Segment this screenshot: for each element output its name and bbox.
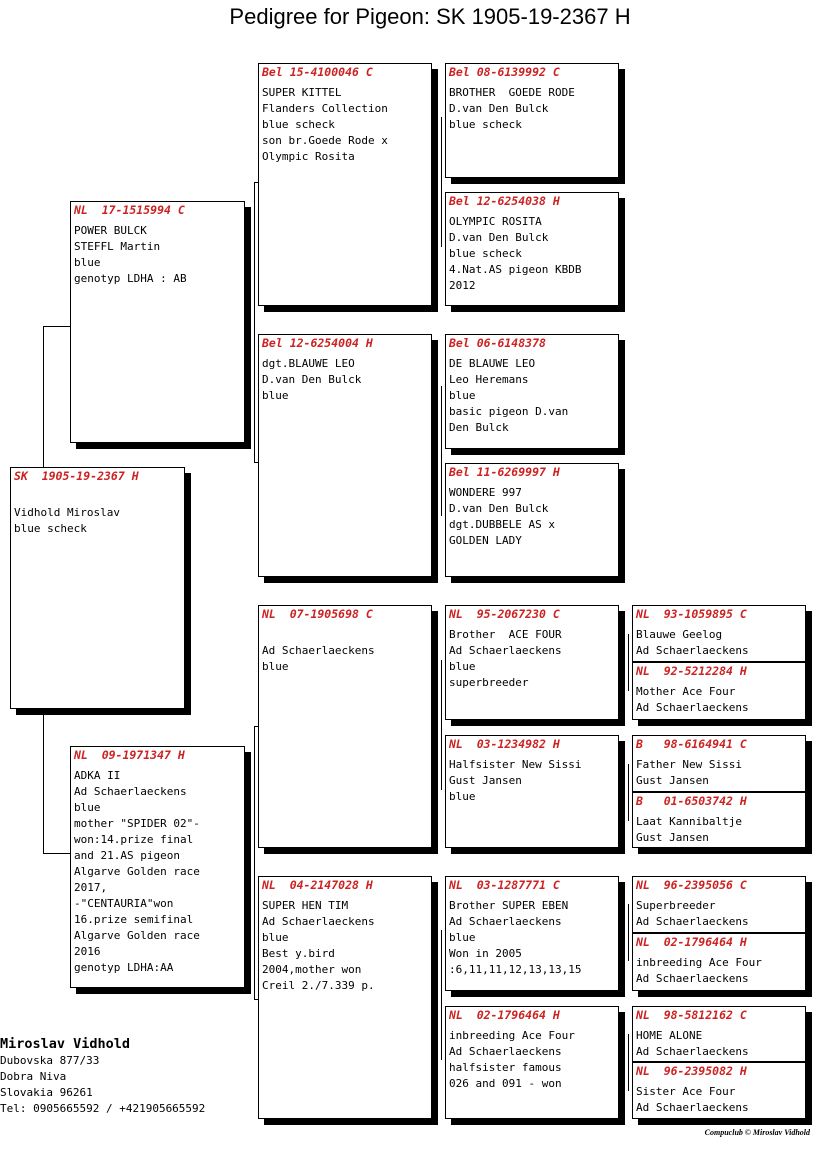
info-line: Ad Schaerlaeckens [636,972,749,985]
info-line: Ad Schaerlaeckens [636,644,749,657]
pigeon-card-mmff[interactable] [632,876,806,933]
ring-number: Bel 06-6148378 [449,336,546,350]
pigeon-card-ff[interactable] [258,63,432,306]
pigeon-card-ffm[interactable] [445,192,619,306]
ring-number: NL 09-1971347 H [74,748,185,762]
pigeon-card-mfm[interactable] [445,735,619,848]
info-line: Ad Schaerlaeckens [74,785,187,798]
info-line: blue scheck [14,522,87,535]
connector-ff-vertical [441,117,442,247]
connector-fm-vertical [441,386,442,516]
ring-number: B 01-6503742 H [636,794,747,808]
info-line: D.van Den Bulck [449,502,549,515]
info-line: Brother ACE FOUR [449,628,562,641]
info-line: Superbreeder [636,899,716,912]
info-line: blue scheck [262,118,335,131]
copyright-footer: Compuclub © Miroslav Vidhold [704,1128,810,1137]
info-line: blue [449,790,476,803]
info-line: WONDERE 997 [449,486,522,499]
pigeon-card-father[interactable] [70,201,245,443]
info-line: POWER BULCK [74,224,147,237]
info-line: Ad Schaerlaeckens [636,701,749,714]
info-line: Ad Schaerlaeckens [636,1045,749,1058]
ring-number: NL 95-2067230 C [449,607,560,621]
connector-mother-vertical [254,726,255,1000]
info-line: Leo Heremans [449,373,529,386]
info-line: -"CENTAURIA"won [74,897,174,910]
info-line: inbreeding Ace Four [636,956,762,969]
connector-mfm-vertical [628,764,629,821]
info-line: Best y.bird [262,947,335,960]
info-line: :6,11,11,12,13,13,15 [449,963,582,976]
info-line: Won in 2005 [449,947,522,960]
info-line: SUPER HEN TIM [262,899,349,912]
info-line: 4.Nat.AS pigeon KBDB [449,263,582,276]
pigeon-card-mm[interactable] [258,876,432,1119]
owner-name: Miroslav Vidhold [0,1036,131,1052]
info-line: Father New Sissi [636,758,742,771]
connector-mm-vertical [441,930,442,1060]
info-line: halfsister famous [449,1061,562,1074]
info-line: Ad Schaerlaeckens [636,1101,749,1114]
info-line: Den Bulck [449,421,509,434]
ring-number: NL 02-1796464 H [449,1008,560,1022]
ring-number: NL 04-2147028 H [262,878,373,892]
info-line: Gust Jansen [636,774,709,787]
info-line: DE BLAUWE LEO [449,357,536,370]
pigeon-card-mfmm[interactable] [632,792,806,848]
info-line: 2004,mother won [262,963,362,976]
connector-mff-vertical [628,634,629,691]
pigeon-card-mmf[interactable] [445,876,619,991]
info-line: blue scheck [449,118,522,131]
info-line: blue [449,660,476,673]
info-line: blue scheck [449,247,522,260]
pigeon-card-mmmf[interactable] [632,1006,806,1062]
info-line: GOLDEN LADY [449,534,522,547]
ring-number: NL 02-1796464 H [636,935,747,949]
info-line: won:14.prize final [74,833,194,846]
ring-number: NL 03-1234982 H [449,737,560,751]
info-line: Halfsister New Sissi [449,758,582,771]
info-line: Brother SUPER EBEN [449,899,569,912]
owner-info [0,1035,205,1117]
info-line: Ad Schaerlaeckens [636,915,749,928]
info-line: Ad Schaerlaeckens [262,915,375,928]
connector-father-vertical [254,182,255,463]
pigeon-card-mmm[interactable] [445,1006,619,1119]
pigeon-card-mff[interactable] [445,605,619,720]
info-line: 026 and 091 - won [449,1077,562,1090]
ring-number: NL 03-1287771 C [449,878,560,892]
pigeon-card-mother[interactable] [70,746,245,988]
info-line: Algarve Golden race [74,865,200,878]
ring-number: NL 96-2395056 C [636,878,747,892]
info-line: Laat Kannibaltje [636,815,742,828]
owner-address-line: Dobra Niva [0,1070,67,1083]
info-line: blue [74,256,101,269]
pigeon-card-mmfm[interactable] [632,933,806,991]
pigeon-card-fmm[interactable] [445,463,619,577]
info-line: Vidhold Miroslav [14,506,120,519]
owner-phone: Tel: 0905665592 / +421905665592 [0,1102,206,1115]
ring-number: Bel 15-4100046 C [262,65,373,79]
info-line: blue [74,801,101,814]
info-line: 2017, [74,881,108,894]
info-line: blue [262,660,289,673]
pigeon-card-fff[interactable] [445,63,619,178]
info-line: Ad Schaerlaeckens [449,915,562,928]
info-line: Olympic Rosita [262,150,355,163]
info-line: Sister Ace Four [636,1085,736,1098]
info-line: ADKA II [74,769,121,782]
info-line: OLYMPIC ROSITA [449,215,542,228]
info-line: Creil 2./7.339 p. [262,979,375,992]
pigeon-card-mfmf[interactable] [632,735,806,792]
connector-mf-vertical [441,660,442,790]
info-line: inbreeding Ace Four [449,1029,575,1042]
info-line: Ad Schaerlaeckens [449,644,562,657]
ring-number: B 98-6164941 C [636,737,747,751]
pigeon-card-mmmm[interactable] [632,1062,806,1119]
info-line: and 21.AS pigeon [74,849,180,862]
connector-self-mother [43,853,71,854]
page-title: Pedigree for Pigeon: SK 1905-19-2367 H [229,4,631,29]
ring-number: Bel 08-6139992 C [449,65,560,79]
ring-number: NL 07-1905698 C [262,607,373,621]
info-line: Algarve Golden race [74,929,200,942]
pigeon-card-fm[interactable] [258,334,432,577]
info-line: Mother Ace Four [636,685,736,698]
ring-number: SK 1905-19-2367 H [14,469,139,483]
info-line: blue [262,931,289,944]
info-line: SUPER KITTEL [262,86,342,99]
info-line: son br.Goede Rode x [262,134,388,147]
pigeon-card-mfff[interactable] [632,605,806,662]
info-line: blue [449,389,476,402]
info-line: dgt.DUBBELE AS x [449,518,555,531]
info-line: blue [262,389,289,402]
ring-number: Bel 12-6254004 H [262,336,373,350]
info-line: BROTHER GOEDE RODE [449,86,575,99]
owner-address-line: Slovakia 96261 [0,1086,93,1099]
info-line: 2012 [449,279,476,292]
info-line: blue [449,931,476,944]
pigeon-card-fmf[interactable] [445,334,619,449]
info-line: HOME ALONE [636,1029,703,1042]
info-line: D.van Den Bulck [262,373,362,386]
ring-number: Bel 12-6254038 H [449,194,560,208]
connector-mmf-vertical [628,904,629,961]
ring-number: NL 93-1059895 C [636,607,747,621]
ring-number: NL 92-5212284 H [636,664,747,678]
info-line: Gust Jansen [636,831,709,844]
info-line: Gust Jansen [449,774,522,787]
info-line: D.van Den Bulck [449,102,549,115]
info-line: 2016 [74,945,101,958]
ring-number: Bel 11-6269997 H [449,465,560,479]
owner-address-line: Dubovska 877/33 [0,1054,100,1067]
ring-number: NL 96-2395082 H [636,1064,747,1078]
connector-mmm-vertical [628,1034,629,1091]
info-line: D.van Den Bulck [449,231,549,244]
info-line: mother "SPIDER 02"- [74,817,200,830]
info-line: superbreeder [449,676,529,689]
ring-number: NL 98-5812162 C [636,1008,747,1022]
info-line: basic pigeon D.van [449,405,569,418]
info-line: STEFFL Martin [74,240,161,253]
info-line: Blauwe Geelog [636,628,723,641]
info-line: Ad Schaerlaeckens [262,644,375,657]
info-line: Ad Schaerlaeckens [449,1045,562,1058]
info-line: dgt.BLAUWE LEO [262,357,355,370]
pigeon-card-self[interactable] [10,467,185,709]
pigeon-card-mffm[interactable] [632,662,806,720]
info-line: genotyp LDHA : AB [74,272,187,285]
pigeon-card-mf[interactable] [258,605,432,848]
info-line: 16.prize semifinal [74,913,194,926]
ring-number: NL 17-1515994 C [74,203,185,217]
info-line: Flanders Collection [262,102,388,115]
info-line: genotyp LDHA:AA [74,961,174,974]
connector-self-father [43,326,71,327]
